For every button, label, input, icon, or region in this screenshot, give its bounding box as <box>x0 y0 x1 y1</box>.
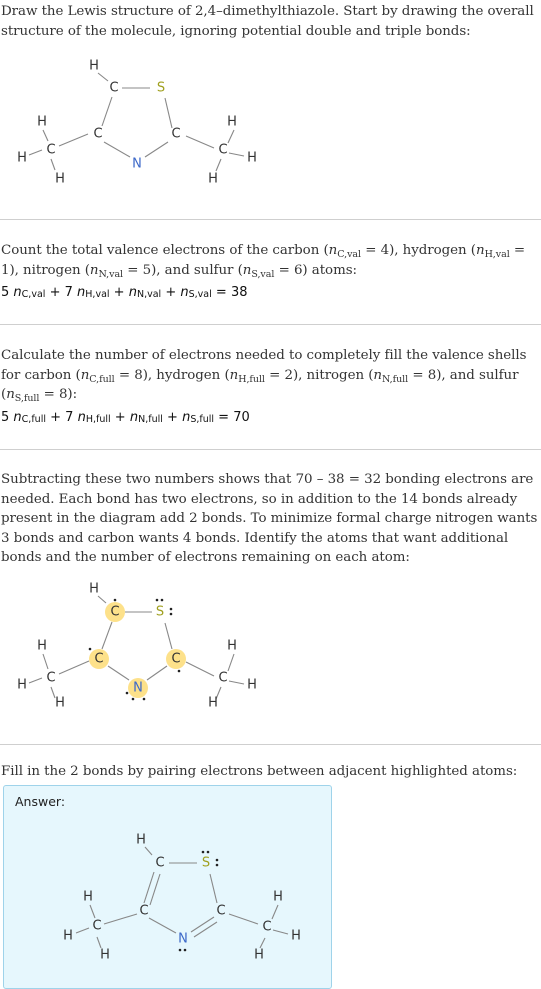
atom-c: C <box>218 670 228 686</box>
atom-h: H <box>208 695 218 711</box>
atom-h: H <box>247 150 257 166</box>
atom-h: H <box>89 58 99 74</box>
atom-c: C <box>92 918 102 934</box>
divider <box>0 449 541 450</box>
valence-equation: 5 $n_{C,val} + 7$ $n_{H,val} + n_{N,val} + n_{S,val} = 38$ <box>1 285 248 300</box>
step5-text: Fill in the 2 bonds by pairing electrons between adjacent highlighted atoms: <box>1 764 518 779</box>
step3-text: Calculate the number of electrons needed to completely fill the valence shells for carbon $(n_{C,full} = 8)$, hydrogen $(n_{H,full} = 2)$, nitrogen $(n_{N,full} = 8)$, and sulfur $(n_{S,full} = 8)$: <box>1 348 527 404</box>
atom-h: H <box>37 114 47 130</box>
atom-h: H <box>83 889 93 905</box>
atom-c: C <box>155 855 165 871</box>
atom-h: H <box>17 677 27 693</box>
structure-diagram-1 <box>0 50 300 200</box>
final-lewis-structure <box>45 826 325 976</box>
atom-h: H <box>254 947 264 963</box>
electron-dot <box>170 608 173 611</box>
atom-c: C <box>46 670 56 686</box>
atom-c: C <box>94 651 104 667</box>
atom-c: C <box>110 604 120 620</box>
atom-s: S <box>155 604 165 620</box>
atom-c: C <box>139 903 149 919</box>
atom-c: C <box>171 651 181 667</box>
atom-c: C <box>262 919 272 935</box>
atom-h: H <box>55 695 65 711</box>
atom-s: S <box>201 855 211 871</box>
atom-c: C <box>93 126 103 142</box>
electron-dot <box>216 859 219 862</box>
atom-n: N <box>133 680 143 696</box>
atom-h: H <box>208 171 218 187</box>
atom-h: H <box>17 150 27 166</box>
electron-dot <box>179 949 182 952</box>
atom-h: H <box>100 947 110 963</box>
atom-h: H <box>89 581 99 597</box>
step2-text: Count the total valence electrons of the carbon $(n_{C,val} = 4)$, hydrogen $(n_{H,val} = 1)$, nitrogen $(n_{N,val} = 5)$, and sulfur $(n_{S,val} = 6)$ atoms: <box>1 243 526 280</box>
atom-c: C <box>171 126 181 142</box>
atom-c: C <box>46 142 56 158</box>
electron-dot <box>170 613 173 616</box>
electron-dot <box>178 670 181 673</box>
atom-h: H <box>227 114 237 130</box>
structure-diagram-2 <box>0 578 300 728</box>
electron-dot <box>161 599 164 602</box>
atom-c: C <box>109 80 119 96</box>
atom-n: N <box>178 931 188 947</box>
atom-c: C <box>216 903 226 919</box>
atom-n: N <box>132 156 142 172</box>
electron-dot <box>202 851 205 854</box>
electron-dot <box>216 864 219 867</box>
atom-h: H <box>227 638 237 654</box>
atom-h: H <box>136 832 146 848</box>
atom-s: S <box>156 80 166 96</box>
electron-dot <box>143 698 146 701</box>
atom-h: H <box>247 677 257 693</box>
step1-text: Draw the Lewis structure of 2,4–dimethylthiazole. Start by drawing the overall structure of the molecule, ignoring potential double and triple bonds: <box>1 4 534 39</box>
answer-label: Answer: <box>15 794 66 809</box>
atom-h: H <box>55 171 65 187</box>
atom-h: H <box>37 638 47 654</box>
electron-dot <box>89 648 92 651</box>
atom-h: H <box>291 928 301 944</box>
atom-h: H <box>273 889 283 905</box>
full-shell-equation: 5 $n_{C,full} + 7$ $n_{H,full} + n_{N,full} + n_{S,full} = 70$ <box>1 410 250 425</box>
divider <box>0 324 541 325</box>
electron-dot <box>207 851 210 854</box>
electron-dot <box>126 692 129 695</box>
step4-text: Subtracting these two numbers shows that 70 – 38 = 32 bonding electrons are needed. Each bond has two electrons, so in addition to the 14 bonds already present in the diagram add 2 bonds. To minimize formal charge nitrogen wants 3 bonds and carbon wants 4 bonds. Identify the atoms that want additional bonds and the number of electrons remaining on each atom: <box>1 472 538 565</box>
electron-dot <box>184 949 187 952</box>
electron-dot <box>132 698 135 701</box>
electron-dot <box>156 599 159 602</box>
divider <box>0 219 541 220</box>
atom-c: C <box>218 142 228 158</box>
atom-h: H <box>63 928 73 944</box>
divider <box>0 744 541 745</box>
electron-dot <box>114 599 117 602</box>
